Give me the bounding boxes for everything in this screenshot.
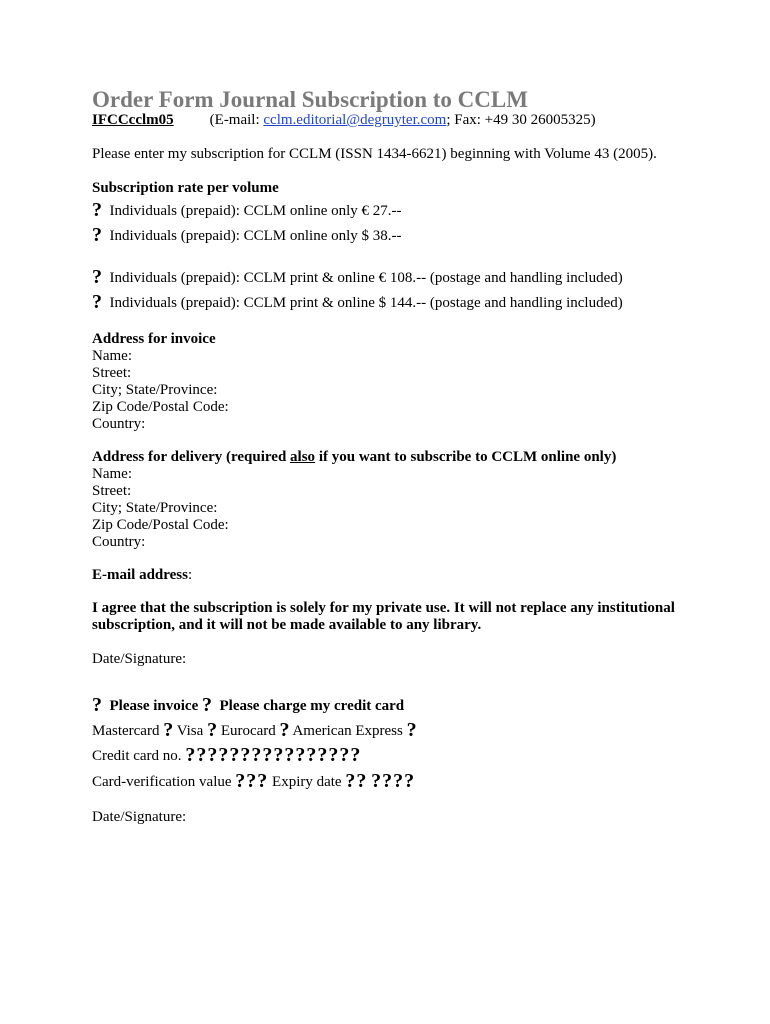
- amex-checkbox-icon[interactable]: ?: [406, 719, 417, 741]
- card-eurocard-label: Eurocard: [220, 723, 276, 739]
- rate-label: Individuals (prepaid): CCLM print & online $ 144.-- (postage and handling included): [109, 295, 623, 311]
- card-number-label: Credit card no.: [92, 748, 182, 764]
- email-label: E-mail address: [92, 567, 188, 583]
- checkbox-icon[interactable]: ?: [92, 291, 102, 313]
- delivery-heading-pre: Address for delivery (required: [92, 449, 291, 465]
- rate-option[interactable]: [92, 291, 623, 313]
- card-mastercard-label: Mastercard: [92, 723, 160, 739]
- card-number-row: [92, 744, 362, 766]
- rate-label: Individuals (prepaid): CCLM online only € 27.--: [109, 203, 402, 219]
- expiry-month-input[interactable]: ??: [345, 770, 368, 792]
- expiry-year-input[interactable]: ????: [371, 770, 416, 792]
- invoice-label: Please invoice: [109, 698, 199, 714]
- form-code: IFCCcclm05: [92, 112, 174, 128]
- credit-card-label: Please charge my credit card: [219, 698, 405, 714]
- date-signature-field[interactable]: Date/Signature:: [92, 651, 187, 667]
- cvv-expiry-row: [92, 770, 416, 792]
- delivery-country-field[interactable]: Country:: [92, 534, 146, 550]
- email-prefix: (E-mail:: [209, 112, 264, 128]
- cvv-input[interactable]: ???: [235, 770, 269, 792]
- delivery-heading-also: also: [290, 449, 316, 465]
- card-number-input[interactable]: ????????????????: [185, 744, 362, 766]
- card-amex-label: American Express: [292, 723, 403, 739]
- invoice-name-field[interactable]: Name:: [92, 348, 132, 364]
- fax-text: ; Fax: +49 30 26005325): [446, 112, 596, 128]
- intro-text: Please enter my subscription for CCLM (ISSN 1434-6621) beginning with Volume 43 (2005).: [92, 146, 657, 162]
- email-colon: :: [187, 567, 193, 583]
- invoice-city-field[interactable]: City; State/Province:: [92, 382, 218, 398]
- rate-option[interactable]: [92, 224, 402, 246]
- expiry-label: Expiry date: [272, 774, 342, 790]
- rate-label: Individuals (prepaid): CCLM online only $ 38.--: [109, 228, 402, 244]
- mastercard-checkbox-icon[interactable]: ?: [163, 719, 174, 741]
- invoice-country-field[interactable]: Country:: [92, 416, 146, 432]
- page-title: Order Form Journal Subscription to CCLM: [92, 87, 528, 112]
- invoice-checkbox-icon[interactable]: ?: [92, 694, 102, 716]
- card-visa-label: Visa: [176, 723, 204, 739]
- visa-checkbox-icon[interactable]: ?: [207, 719, 218, 741]
- invoice-street-field[interactable]: Street:: [92, 365, 132, 381]
- checkbox-icon[interactable]: ?: [92, 199, 102, 221]
- agreement-text: I agree that the subscription is solely for my private use. It will not replace any institutional subscription, and it will not be made available to any library.: [92, 600, 675, 633]
- card-type-row: [92, 719, 417, 741]
- delivery-heading-post: if you want to subscribe to CCLM online only): [315, 449, 617, 465]
- checkbox-icon[interactable]: ?: [92, 266, 102, 288]
- email-field[interactable]: [92, 567, 192, 584]
- delivery-address-heading: [92, 449, 616, 466]
- email-link[interactable]: cclm.editorial@degruyter.com: [263, 112, 447, 128]
- checkbox-icon[interactable]: ?: [92, 224, 102, 246]
- header-line: [92, 112, 596, 129]
- delivery-city-field[interactable]: City; State/Province:: [92, 500, 218, 516]
- date-signature-field-2[interactable]: Date/Signature:: [92, 809, 187, 825]
- rates-heading: Subscription rate per volume: [92, 180, 279, 196]
- delivery-street-field[interactable]: Street:: [92, 483, 132, 499]
- rate-option[interactable]: [92, 199, 402, 221]
- delivery-zip-field[interactable]: Zip Code/Postal Code:: [92, 517, 229, 533]
- payment-options: [92, 694, 405, 716]
- invoice-zip-field[interactable]: Zip Code/Postal Code:: [92, 399, 229, 415]
- rate-option[interactable]: [92, 266, 623, 288]
- rate-label: Individuals (prepaid): CCLM print & online € 108.-- (postage and handling included): [109, 270, 623, 286]
- delivery-name-field[interactable]: Name:: [92, 466, 132, 482]
- eurocard-checkbox-icon[interactable]: ?: [279, 719, 290, 741]
- invoice-address-heading: Address for invoice: [92, 331, 216, 347]
- cvv-label: Card-verification value: [92, 774, 232, 790]
- credit-card-checkbox-icon[interactable]: ?: [201, 694, 212, 716]
